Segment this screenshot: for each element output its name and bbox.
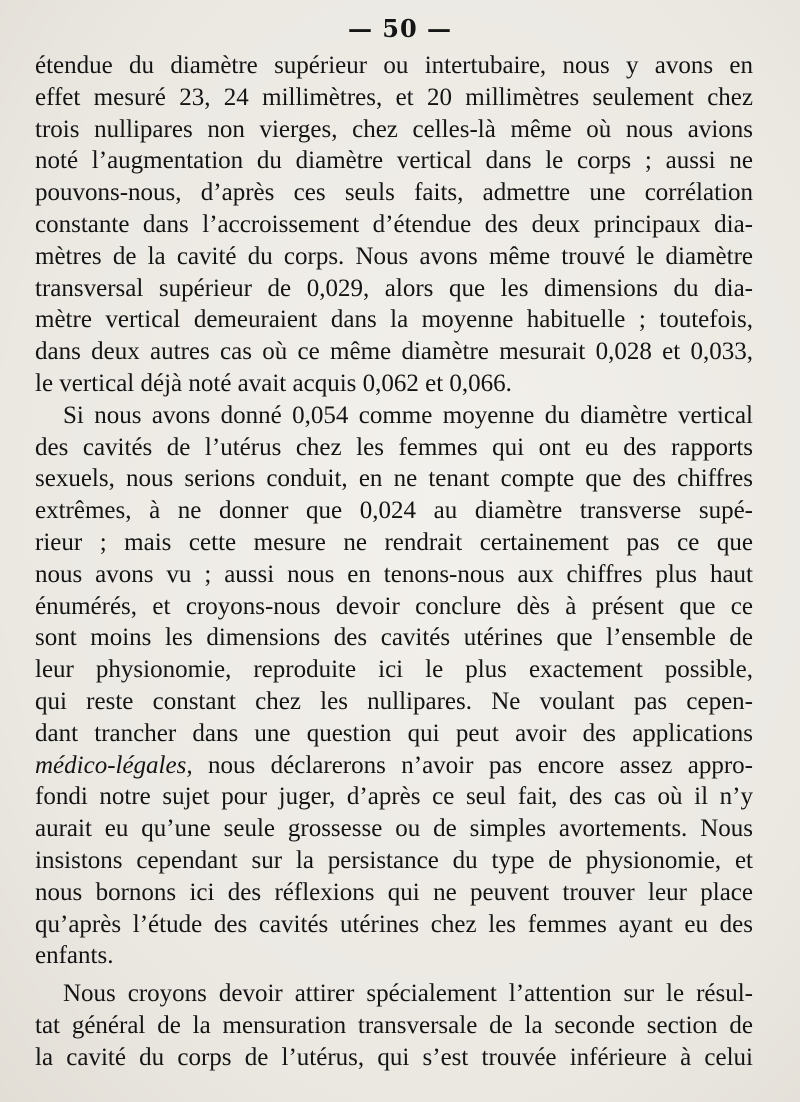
- text-line: nous avons vu ; aussi nous en tenons-nous aux chiffres plus haut: [35, 560, 753, 588]
- text-line: pouvons-nous, d’après ces seuls faits, admettre une corrélation: [35, 179, 753, 207]
- text-line: Si nous avons donné 0,054 comme moyenne du diamètre vertical: [63, 401, 753, 429]
- text-line: effet mesuré 23, 24 millimètres, et 20 millimètres seulement chez: [35, 83, 753, 111]
- paragraph: [35, 50, 753, 400]
- text-line: enfants.: [35, 942, 114, 970]
- text-line: trois nullipares non vierges, chez celles-là même où nous avions: [35, 115, 753, 143]
- text-line: dans deux autres cas où ce même diamètre mesurait 0,028 et 0,033,: [35, 338, 753, 366]
- text-line: qui reste constant chez les nullipares. Ne voulant pas cepen-: [35, 687, 753, 715]
- text-line: des cavités de l’utérus chez les femmes qui ont eu des rapports: [35, 433, 753, 461]
- text-line: sexuels, nous serions conduit, en ne tenant compte que des chiffres: [35, 465, 753, 493]
- text-line: transversal supérieur de 0,029, alors que les dimensions du dia-: [35, 274, 753, 302]
- text-line: aurait eu qu’une seule grossesse ou de simples avortements. Nous: [35, 815, 753, 843]
- text-line: Nous croyons devoir attirer spécialement l’attention sur le résul-: [63, 980, 753, 1008]
- text-line: fondi notre sujet pour juger, d’après ce seul fait, des cas où il n’y: [35, 783, 753, 811]
- text-line: nous bornons ici des réflexions qui ne peuvent trouver leur place: [35, 878, 753, 906]
- text-line: insistons cependant sur la persistance du type de physionomie, et: [35, 846, 753, 874]
- text-line: rieur ; mais cette mesure ne rendrait certainement pas ce que: [35, 528, 753, 556]
- text-line: sont moins les dimensions des cavités utérines que l’ensemble de: [35, 624, 753, 652]
- text-line: mètres de la cavité du corps. Nous avons même trouvé le diamètre: [35, 242, 753, 270]
- text-line: étendue du diamètre supérieur ou intertubaire, nous y avons en: [35, 52, 753, 79]
- text-line: dant trancher dans une question qui peut avoir des applications: [35, 719, 753, 747]
- text-line: mètre vertical demeuraient dans la moyenne habituelle ; toutefois,: [35, 306, 753, 334]
- text-line: tat général de la mensuration transversale de la seconde section de: [35, 1011, 753, 1039]
- paragraph: [35, 400, 753, 972]
- text-line-rest: nous déclarerons n’avoir pas encore assez appro-: [192, 751, 753, 779]
- body-text: [35, 50, 753, 1074]
- page-number: — 50 —: [347, 14, 453, 43]
- text-line: constante dans l’accroissement d’étendue des deux principaux dia-: [35, 210, 753, 238]
- text-line-with-italic: [35, 750, 753, 782]
- text-line: noté l’augmentation du diamètre vertical dans le corps ; aussi ne: [35, 147, 753, 175]
- text-line: qu’après l’étude des cavités utérines chez les femmes ayant eu des: [35, 910, 753, 938]
- text-line: la cavité du corps de l’utérus, qui s’est trouvée inférieure à celui: [35, 1043, 753, 1071]
- text-line: le vertical déjà noté avait acquis 0,062 et 0,066.: [35, 369, 512, 397]
- paragraph: [35, 978, 753, 1073]
- text-line: énumérés, et croyons-nous devoir conclure dès à présent que ce: [35, 592, 753, 620]
- text-line: extrêmes, à ne donner que 0,024 au diamètre transverse supé-: [35, 497, 753, 525]
- italic-term: médico-légales,: [35, 751, 193, 779]
- text-line: leur physionomie, reproduite ici le plus exactement possible,: [35, 656, 753, 684]
